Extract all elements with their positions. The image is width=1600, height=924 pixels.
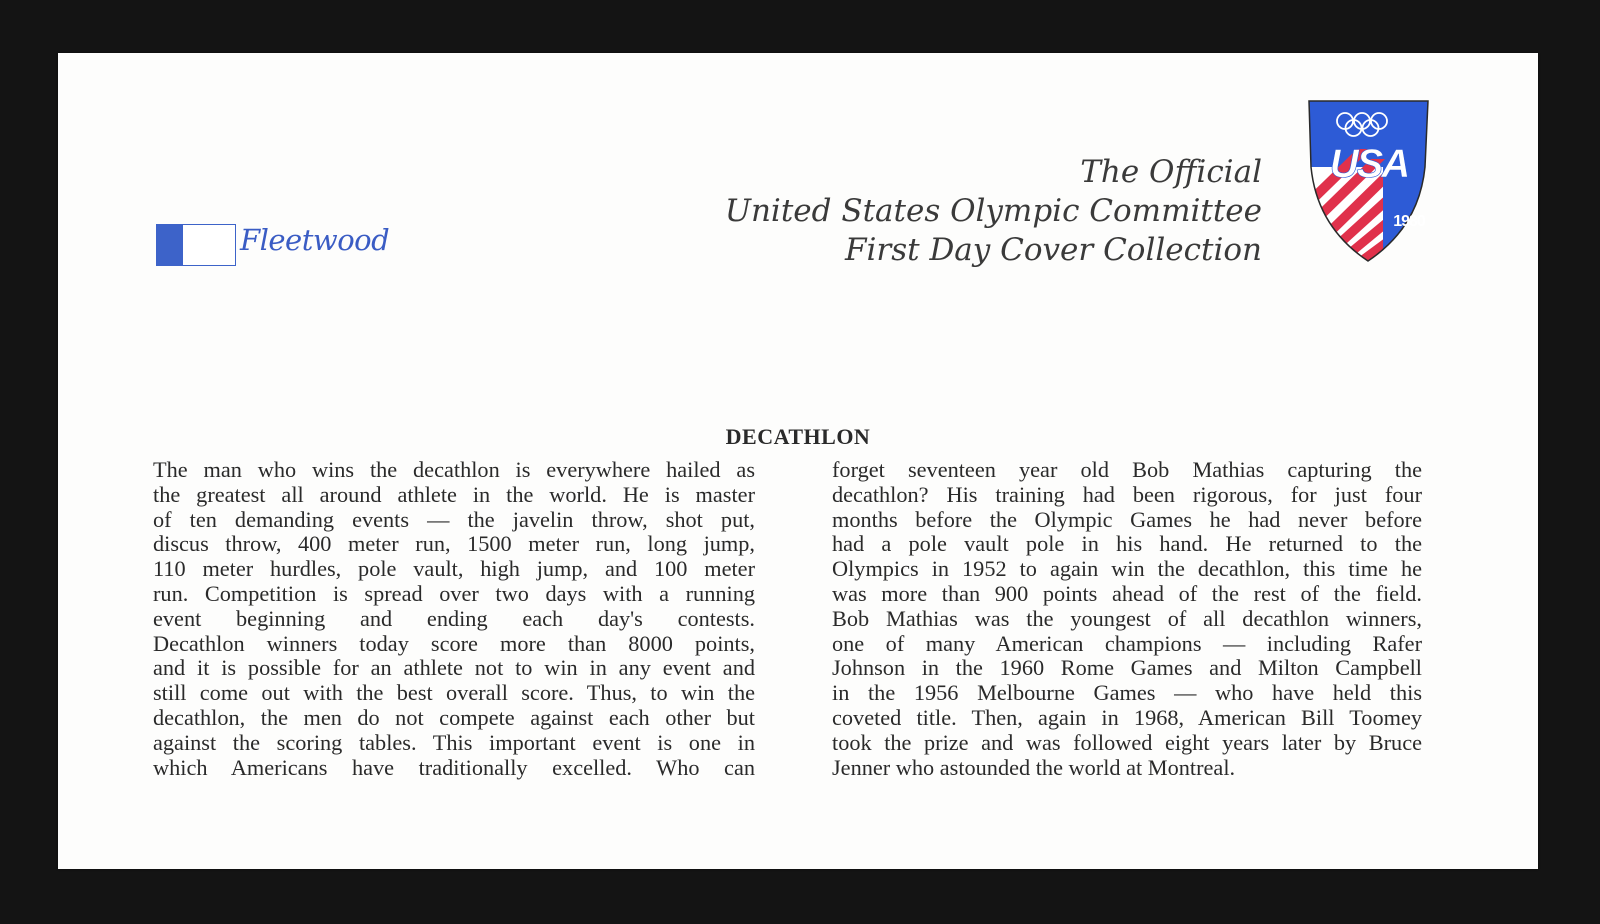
text-line: discus throw, 400 meter run, 1500 meter run, long jump, <box>153 531 755 557</box>
cover-title <box>725 153 1262 270</box>
text-line: still come out with the best overall score. Thus, to win the <box>153 680 755 706</box>
title-line-2: United States Olympic Committee <box>724 193 1262 229</box>
shield-year-text: 1980 <box>1393 213 1425 230</box>
text-line: decathlon, the men do not compete against each other but <box>153 704 755 730</box>
text-line: one of many American champions — including Rafer <box>832 630 1422 656</box>
text-line: months before the Olympic Games he had never before <box>832 506 1422 532</box>
text-line: Olympics in 1952 to again win the decathlon, this time he <box>832 556 1422 582</box>
text-line: the greatest all around athlete in the world. He is master <box>153 481 755 507</box>
text-line: The man who wins the decathlon is everywhere hailed as <box>153 457 755 482</box>
text-line: of ten demanding events — the javelin throw, shot put, <box>153 506 755 532</box>
text-line: forget seventeen year old Bob Mathias capturing the <box>832 457 1422 482</box>
article-column-left <box>153 458 755 780</box>
text-line: in the 1956 Melbourne Games — who have held this <box>832 680 1422 706</box>
article-column-right <box>832 458 1422 780</box>
text-line: which Americans have traditionally excelled. Who can <box>153 754 755 780</box>
title-line-3: First Day Cover Collection <box>844 232 1262 268</box>
fleetwood-logo <box>156 221 436 271</box>
text-line: event beginning and ending each day's contests. <box>153 605 755 631</box>
logo-square-icon <box>156 224 236 266</box>
usa-olympic-shield-icon <box>1301 97 1436 263</box>
logo-wordmark: Fleetwood <box>240 223 390 257</box>
text-line: coveted title. Then, again in 1968, American Bill Toomey <box>832 704 1422 730</box>
text-line: 110 meter hurdles, pole vault, high jump, and 100 meter <box>153 556 755 582</box>
text-line: Decathlon winners today score more than 8000 points, <box>153 630 755 656</box>
title-line-1: The Official <box>1080 154 1262 190</box>
text-line: against the scoring tables. This important event is one in <box>153 729 755 755</box>
text-line: Bob Mathias was the youngest of all decathlon winners, <box>832 605 1422 631</box>
text-line: decathlon? His training had been rigorous, for just four <box>832 481 1422 507</box>
text-line: took the prize and was followed eight years later by Bruce <box>832 729 1422 755</box>
text-line: Johnson in the 1960 Rome Games and Milton Campbell <box>832 655 1422 681</box>
text-line: Jenner who astounded the world at Montreal. <box>832 754 1236 780</box>
text-line: had a pole vault pole in his hand. He returned to the <box>832 531 1422 557</box>
text-line: was more than 900 points ahead of the rest of the field. <box>832 580 1422 606</box>
cover-card <box>58 53 1538 869</box>
article-heading: DECATHLON <box>725 424 871 449</box>
text-line: and it is possible for an athlete not to win in any event and <box>153 655 755 681</box>
text-line: run. Competition is spread over two days with a running <box>153 580 755 606</box>
shield-usa-text: USA <box>1329 142 1409 186</box>
